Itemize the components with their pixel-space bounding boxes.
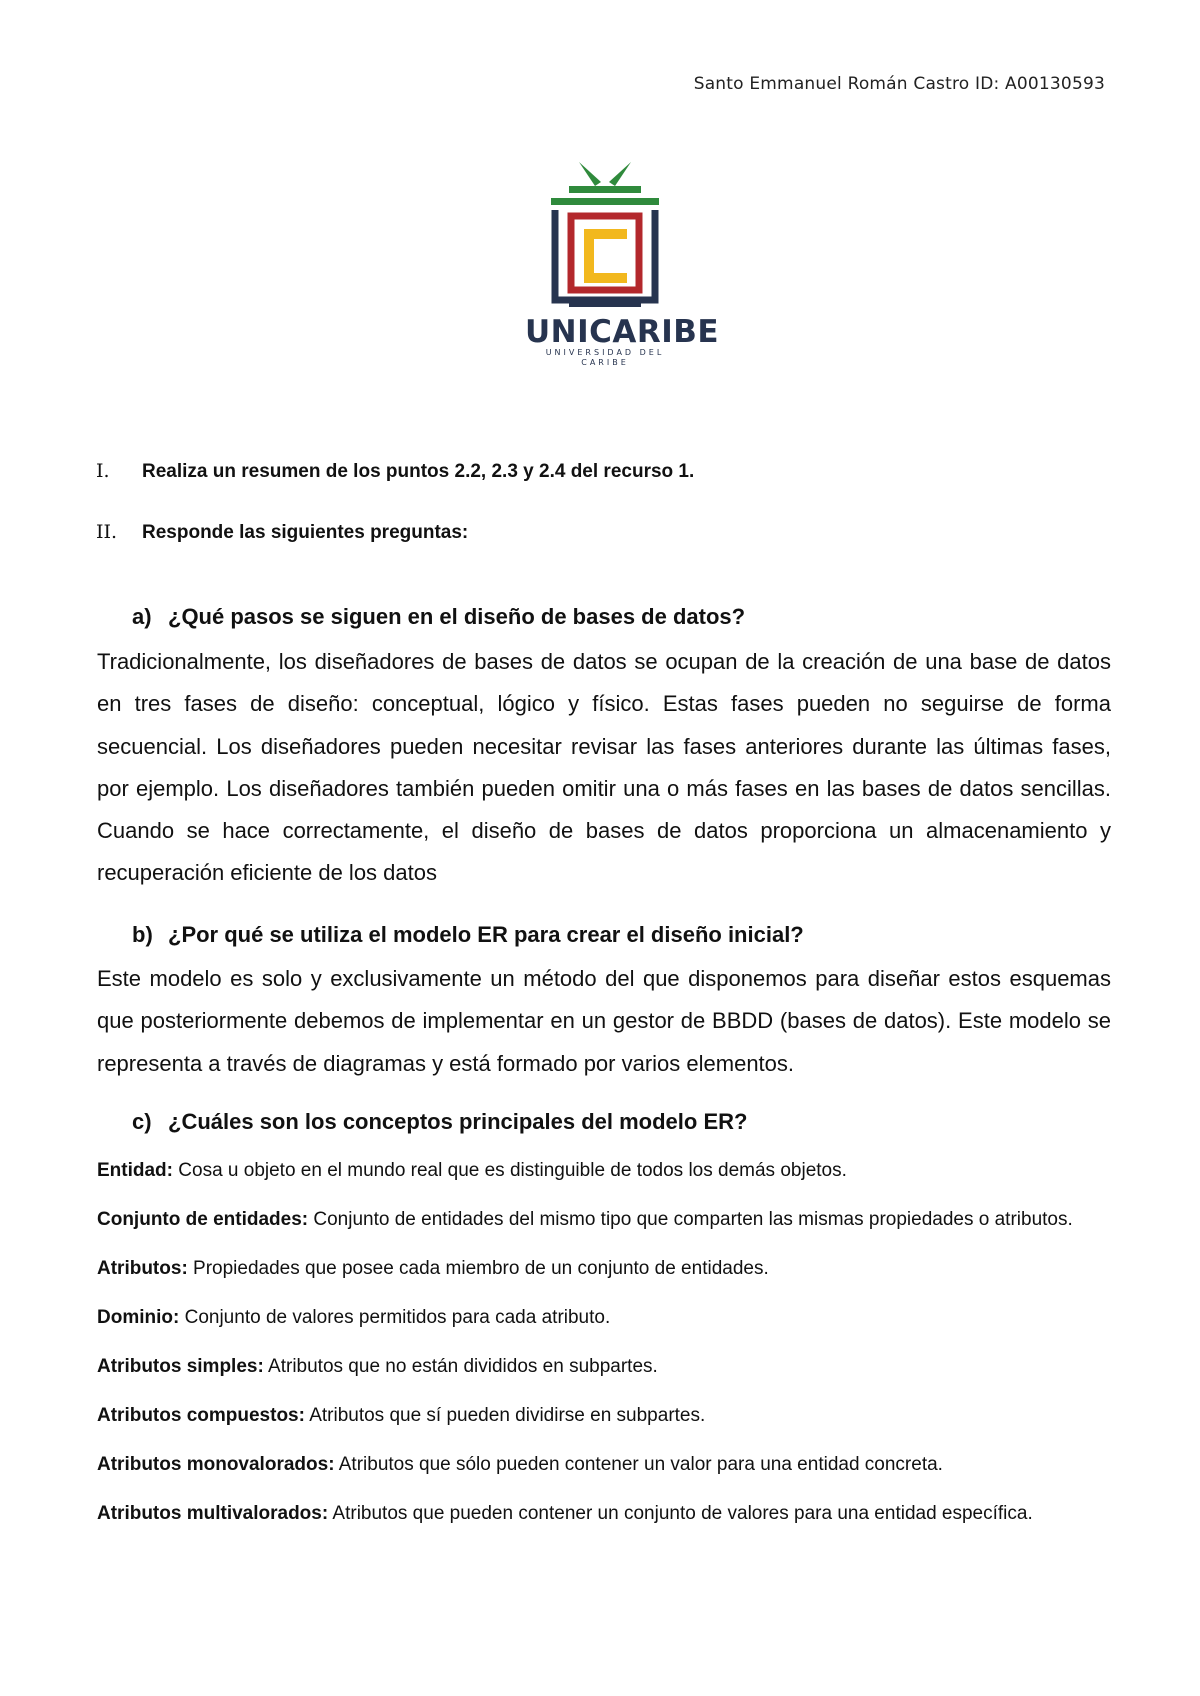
- question-b-answer: Este modelo es solo y exclusivamente un método del que disponemos para diseñar estos esquemas que posteriormente debemos de implementar en un gestor de BBDD (bases de datos). Este modelo se representa a través de diagramas y está formado por varios elementos.: [97, 966, 1111, 1076]
- question-text: ¿Cuáles son los conceptos principales del modelo ER?: [168, 1109, 748, 1134]
- unicaribe-emblem-icon: [547, 160, 663, 310]
- question-a-title: [132, 604, 1112, 630]
- concept-term: Entidad: [97, 1160, 167, 1181]
- section-one: [96, 460, 1106, 483]
- concept-item: Atributos compuestos: Atributos que sí pueden dividirse en subpartes.: [97, 1405, 706, 1426]
- concept-definition: Atributos que pueden contener un conjunto de valores para una entidad específica.: [332, 1503, 1033, 1524]
- concept-definition: Atributos que sí pueden dividirse en subpartes.: [309, 1405, 706, 1426]
- question-c-title: [132, 1109, 1112, 1135]
- concept-definition: Conjunto de valores permitidos para cada atributo.: [184, 1307, 611, 1328]
- concept-definition: Conjunto de entidades del mismo tipo que comparten las mismas propiedades o atributos.: [313, 1209, 1073, 1230]
- concept-term: Atributos multivalorados: [97, 1503, 322, 1524]
- section-text: Realiza un resumen de los puntos 2.2, 2.3 y 2.4 del recurso 1.: [142, 461, 695, 482]
- concept-term: Atributos: [97, 1258, 182, 1279]
- concept-definition: Propiedades que posee cada miembro de un conjunto de entidades.: [193, 1258, 769, 1279]
- section-two: [96, 521, 1106, 544]
- section-number: I.: [96, 460, 110, 482]
- concept-definition: Cosa u objeto en el mundo real que es distinguible de todos los demás objetos.: [178, 1160, 847, 1181]
- concept-list: [97, 1152, 1111, 1544]
- question-b-title: [132, 922, 1112, 948]
- concept-definition: Atributos que sólo pueden contener un valor para una entidad concreta.: [338, 1454, 943, 1475]
- question-text: ¿Qué pasos se siguen en el diseño de bases de datos?: [168, 604, 746, 629]
- concept-item: Entidad: Cosa u objeto en el mundo real que es distinguible de todos los demás objetos.: [97, 1160, 847, 1181]
- concept-term: Dominio: [97, 1307, 173, 1328]
- right-leaf-icon: [609, 162, 631, 186]
- university-logo: [525, 160, 720, 368]
- left-leaf-icon: [579, 162, 601, 186]
- concept-term: Atributos monovalorados: [97, 1454, 329, 1475]
- concept-item: Atributos multivalorados: Atributos que pueden contener un conjunto de valores para una entidad específica.: [97, 1503, 1033, 1524]
- section-text: Responde las siguientes preguntas:: [142, 522, 469, 543]
- question-letter: b): [132, 922, 153, 947]
- concept-item: Atributos monovalorados: Atributos que sólo pueden contener un valor para una entidad concreta.: [97, 1454, 943, 1475]
- concept-definition: Atributos que no están divididos en subpartes.: [268, 1356, 658, 1377]
- section-number: II.: [96, 521, 118, 543]
- question-letter: c): [132, 1109, 152, 1134]
- question-letter: a): [132, 604, 152, 629]
- question-text: ¿Por qué se utiliza el modelo ER para crear el diseño inicial?: [168, 922, 804, 947]
- concept-term: Conjunto de entidades: [97, 1209, 302, 1230]
- concept-item: Atributos: Propiedades que posee cada miembro de un conjunto de entidades.: [97, 1258, 769, 1279]
- logo-subtitle: UNIVERSIDAD DEL CARIBE: [545, 348, 665, 367]
- concept-item: Conjunto de entidades: Conjunto de entidades del mismo tipo que comparten las mismas propiedades o atributos.: [97, 1209, 1073, 1230]
- page-header: Santo Emmanuel Román Castro ID: A00130593: [693, 74, 1105, 94]
- logo-wordmark: UNICARIBE: [525, 314, 720, 350]
- concept-item: Dominio: Conjunto de valores permitidos para cada atributo.: [97, 1307, 611, 1328]
- concept-item: Atributos simples: Atributos que no están divididos en subpartes.: [97, 1356, 658, 1377]
- concept-term: Atributos simples: [97, 1356, 258, 1377]
- question-a-answer: Tradicionalmente, los diseñadores de bases de datos se ocupan de la creación de una base de datos en tres fases de diseño: conceptual, lógico y físico. Estas fases pueden no seguirse de forma secuencial. Los diseñadores pueden necesitar revisar las fases anteriores durante las últimas fases, por ejemplo. Los diseñadores también pueden omitir una o más fases en las bases de datos sencillas. Cuando se hace correctamente, el diseño de bases de datos proporciona un almacenamiento y recuperación eficiente de los datos: [97, 649, 1111, 886]
- concept-term: Atributos compuestos: [97, 1405, 299, 1426]
